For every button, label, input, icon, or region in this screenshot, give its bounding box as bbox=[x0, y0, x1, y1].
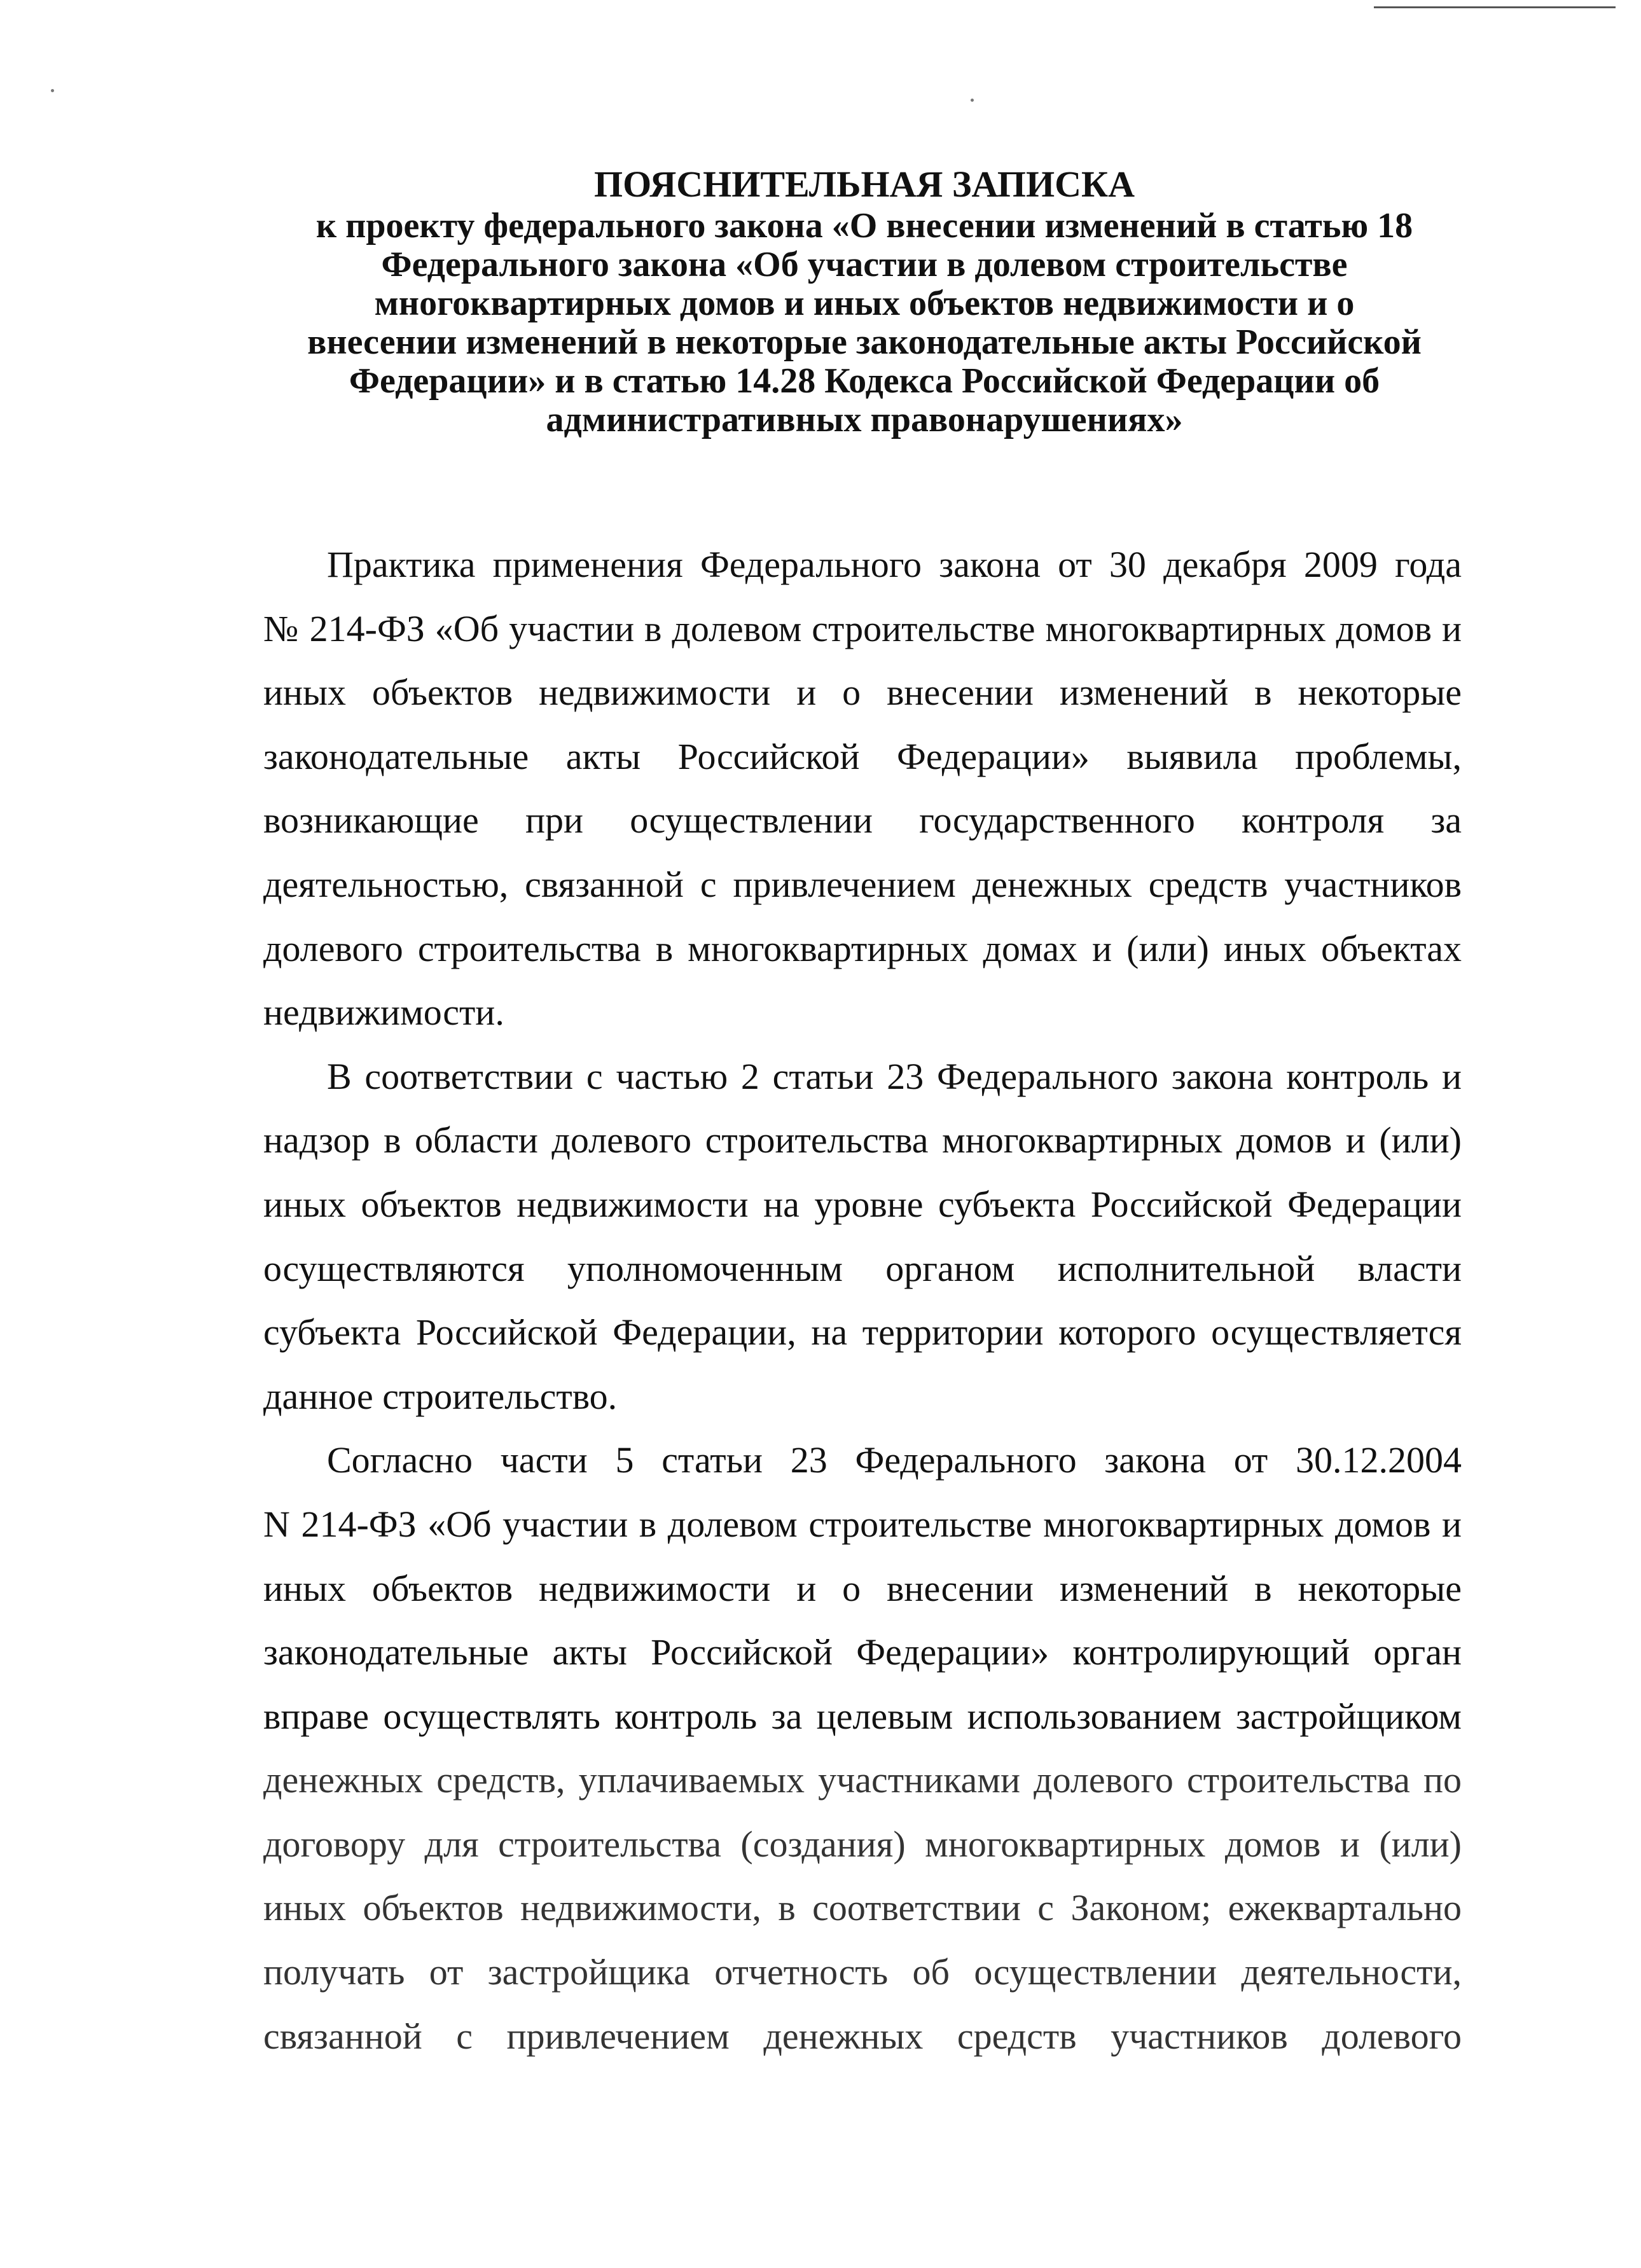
text-line: № 214-ФЗ «Об участии в долевом строительстве многоквартирных домов и bbox=[263, 607, 1462, 649]
text-line: иных объектов недвижимости, в соответствии с Законом; ежеквартально bbox=[263, 1887, 1462, 1929]
title-line: Федерации» и в статью 14.28 Кодекса Российской Федерации об bbox=[349, 361, 1380, 401]
title-line: Федерального закона «Об участии в долевом строительстве bbox=[381, 245, 1348, 284]
paragraph-1 bbox=[263, 533, 1462, 1045]
text-line: законодательные акты Российской Федерации» контролирующий орган bbox=[263, 1631, 1462, 1673]
text-line: долевого строительства в многоквартирных домах и (или) иных объектах bbox=[263, 927, 1462, 969]
paragraph-2 bbox=[263, 1045, 1462, 1429]
scan-artifact-dot bbox=[51, 89, 54, 92]
text-line: В соответствии с частью 2 статьи 23 Федерального закона контроль и bbox=[327, 1055, 1462, 1097]
text-line: вправе осуществлять контроль за целевым использованием застройщиком bbox=[263, 1695, 1462, 1737]
scan-artifact-dot bbox=[971, 99, 974, 102]
paragraph-3 bbox=[263, 1428, 1462, 2068]
text-line: иных объектов недвижимости и о внесении изменений в некоторые bbox=[263, 672, 1462, 714]
scan-artifact-line bbox=[1374, 6, 1616, 8]
text-line: деятельностью, связанной с привлечением денежных средств участников bbox=[263, 863, 1462, 905]
title-line: административных правонарушениях» bbox=[546, 400, 1183, 439]
text-line: Практика применения Федерального закона от 30 декабря 2009 года bbox=[327, 544, 1462, 585]
text-line: иных объектов недвижимости и о внесении изменений в некоторые bbox=[263, 1567, 1462, 1609]
title-line: к проекту федерального закона «О внесении изменений в статью 18 bbox=[315, 206, 1413, 245]
text-line: данное строительство. bbox=[263, 1375, 618, 1417]
text-line: недвижимости. bbox=[263, 992, 504, 1034]
text-line: денежных средств, уплачиваемых участниками долевого строительства по bbox=[263, 1759, 1462, 1801]
text-line: надзор в области долевого строительства многоквартирных домов и (или) bbox=[263, 1119, 1462, 1161]
title-line: многоквартирных домов и иных объектов недвижимости и о bbox=[374, 284, 1355, 323]
text-line: осуществляются уполномоченным органом исполнительной власти bbox=[263, 1247, 1462, 1289]
text-line: связанной с привлечением денежных средств участников долевого bbox=[263, 2015, 1462, 2057]
text-line: договору для строительства (создания) многоквартирных домов и (или) bbox=[263, 1823, 1462, 1865]
document-title bbox=[263, 162, 1465, 439]
title-heading: ПОЯСНИТЕЛЬНАЯ ЗАПИСКА bbox=[593, 163, 1135, 205]
text-line: возникающие при осуществлении государственного контроля за bbox=[263, 799, 1462, 841]
text-line: Согласно части 5 статьи 23 Федерального закона от 30.12.2004 bbox=[327, 1439, 1462, 1481]
text-line: субъекта Российской Федерации, на территории которого осуществляется bbox=[263, 1311, 1462, 1353]
text-line: N 214-ФЗ «Об участии в долевом строительстве многоквартирных домов и bbox=[263, 1503, 1462, 1545]
text-line: законодательные акты Российской Федерации» выявила проблемы, bbox=[263, 735, 1462, 777]
document-body bbox=[263, 533, 1462, 2068]
text-line: иных объектов недвижимости на уровне субъекта Российской Федерации bbox=[263, 1183, 1462, 1225]
title-line: внесении изменений в некоторые законодательные акты Российской bbox=[307, 322, 1422, 362]
text-line: получать от застройщика отчетность об осуществлении деятельности, bbox=[263, 1951, 1462, 1993]
